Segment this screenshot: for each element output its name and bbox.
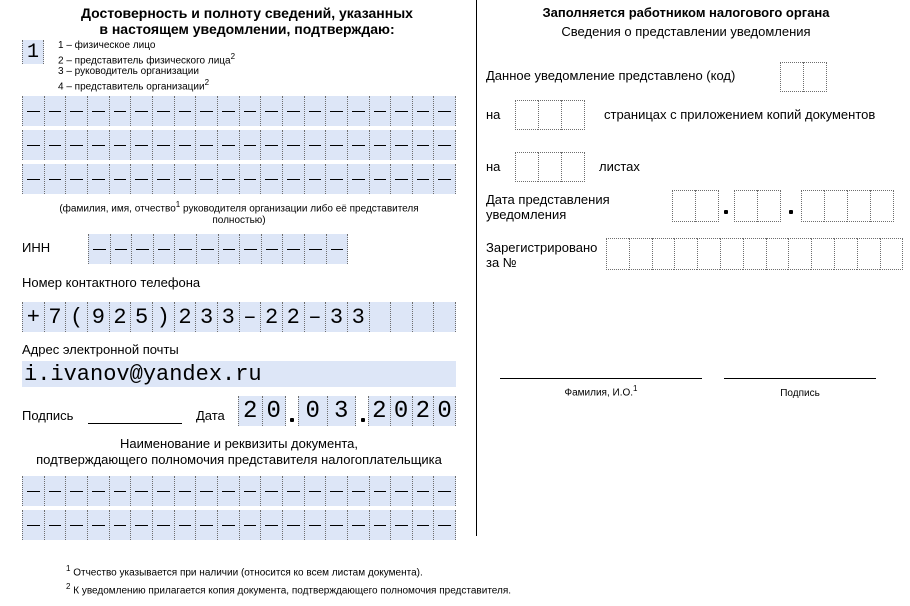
fio-cell <box>304 96 326 126</box>
phone-cell <box>412 302 434 332</box>
signature-line[interactable] <box>88 423 182 424</box>
fio-cell <box>109 164 131 194</box>
inn-cell <box>131 234 153 264</box>
fio-row-1[interactable] <box>22 96 456 126</box>
phone-cell: 3 <box>325 302 347 332</box>
signer-option-4: 4 – представитель организации$^2$ <box>58 78 210 93</box>
fio-cell <box>217 130 239 160</box>
fio-cell <box>109 96 131 126</box>
fio-cell <box>22 164 44 194</box>
signer-options <box>58 40 288 93</box>
pages-suffix: страницах с приложением копий документов <box>604 107 876 122</box>
fio-cell <box>412 96 434 126</box>
footnote-1: $^1$ Отчество указывается при наличии (относится ко всем листам документа). <box>66 564 423 579</box>
submission-month-box[interactable] <box>734 190 781 220</box>
phone-cell: 2 <box>109 302 131 332</box>
doc-cell <box>217 510 239 540</box>
fio-cell <box>87 164 109 194</box>
doc-cell <box>282 476 304 506</box>
doc-cell <box>369 476 391 506</box>
fio-cell <box>87 96 109 126</box>
inn-cell <box>196 234 218 264</box>
doc-row-2[interactable] <box>22 510 456 540</box>
registration-cell <box>743 238 766 270</box>
phone-cell <box>369 302 391 332</box>
doc-cell <box>239 476 261 506</box>
phone-cell: 7 <box>44 302 66 332</box>
inn-field[interactable] <box>88 234 348 264</box>
fio-cell <box>44 96 66 126</box>
email-field[interactable] <box>22 361 456 387</box>
doc-cell <box>239 510 261 540</box>
doc-heading-line2: подтверждающего полномочия представителя налогоплательщика <box>36 452 442 467</box>
doc-cell <box>195 476 217 506</box>
phone-field[interactable] <box>22 302 456 332</box>
right-signature-line[interactable] <box>724 378 876 379</box>
doc-cell <box>174 476 196 506</box>
fio-caption: (фамилия, имя, отчество$^1$ руководителя организации либо её представителя полностью) <box>59 200 419 227</box>
inn-cell <box>88 234 110 264</box>
registration-cell <box>629 238 652 270</box>
doc-cell <box>412 476 434 506</box>
fio-row-2[interactable] <box>22 130 456 160</box>
phone-cell: 3 <box>347 302 369 332</box>
fio-cell <box>325 96 347 126</box>
phone-cell <box>390 302 412 332</box>
fio-cell <box>304 130 326 160</box>
fio-cell <box>174 164 196 194</box>
doc-cell <box>87 476 109 506</box>
pages-prefix: на <box>486 107 501 122</box>
registration-number-box[interactable] <box>606 238 903 268</box>
sheets-count-box[interactable] <box>515 152 585 180</box>
fio-cell <box>239 96 261 126</box>
fio-cell <box>109 130 131 160</box>
inn-cell <box>304 234 326 264</box>
phone-cell: – <box>304 302 326 332</box>
registration-cell <box>766 238 789 270</box>
fio-cell <box>390 96 412 126</box>
doc-cell <box>369 510 391 540</box>
doc-cell <box>390 476 412 506</box>
fio-cell <box>390 130 412 160</box>
date-year-cell: 0 <box>390 396 412 426</box>
date-month-cell: 0 <box>298 396 327 426</box>
phone-cell: 3 <box>195 302 217 332</box>
fio-cell <box>22 96 44 126</box>
fio-cell <box>260 130 282 160</box>
phone-cell: – <box>239 302 261 332</box>
doc-heading-line1: Наименование и реквизиты документа, <box>119 436 359 451</box>
inn-cell <box>261 234 283 264</box>
registration-cell <box>720 238 743 270</box>
doc-cell <box>390 510 412 540</box>
fio-row-3[interactable] <box>22 164 456 194</box>
doc-cell <box>347 510 369 540</box>
inn-label: ИНН <box>22 240 51 255</box>
phone-cell: 2 <box>174 302 196 332</box>
sheets-prefix: на <box>486 159 501 174</box>
signer-option-1: 1 – физическое лицо <box>58 40 156 51</box>
doc-cell <box>304 476 326 506</box>
signer-code-cell: 1 <box>22 40 44 64</box>
doc-cell <box>433 510 456 540</box>
doc-cell <box>87 510 109 540</box>
date-year-cell: 2 <box>368 396 390 426</box>
registration-cell <box>674 238 697 270</box>
phone-cell: 2 <box>282 302 304 332</box>
right-subheading: Сведения о представлении уведомления <box>561 24 811 39</box>
submitted-code-box[interactable] <box>780 62 827 90</box>
doc-cell <box>412 510 434 540</box>
doc-cell <box>109 510 131 540</box>
registration-cell <box>697 238 720 270</box>
sheets-suffix: листах <box>599 159 640 174</box>
fio-cell <box>347 130 369 160</box>
email-value: i.ivanov@yandex.ru <box>24 361 262 387</box>
signature-label: Подпись <box>22 408 74 423</box>
doc-cell <box>282 510 304 540</box>
fio-cell <box>152 96 174 126</box>
fio-cell <box>412 130 434 160</box>
fio-cell <box>195 164 217 194</box>
fio-cell <box>174 130 196 160</box>
fio-signature-line[interactable] <box>500 378 702 379</box>
phone-cell: 3 <box>217 302 239 332</box>
fio-cell <box>87 130 109 160</box>
fio-cell <box>325 130 347 160</box>
doc-cell <box>130 510 152 540</box>
registration-cell <box>606 238 629 270</box>
date-label: Дата <box>196 408 225 423</box>
signer-option-3: 3 – руководитель организации <box>58 66 199 78</box>
doc-cell <box>109 476 131 506</box>
signer-option-2: 2 – представитель физического лица$^2$ <box>58 52 236 67</box>
fio-cell <box>282 130 304 160</box>
fio-cell <box>65 130 87 160</box>
submission-date-separator-2 <box>789 210 793 214</box>
fio-cell <box>433 164 456 194</box>
doc-cell <box>304 510 326 540</box>
phone-cell: 9 <box>87 302 109 332</box>
fio-cell <box>130 96 152 126</box>
doc-cell <box>433 476 456 506</box>
fio-cell <box>217 96 239 126</box>
date-separator-2 <box>361 418 365 422</box>
registration-cell <box>811 238 834 270</box>
fio-cell <box>260 164 282 194</box>
registration-cell <box>857 238 880 270</box>
fio-cell <box>239 164 261 194</box>
doc-cell <box>22 510 44 540</box>
phone-cell: ) <box>152 302 174 332</box>
doc-cell <box>44 510 66 540</box>
date-year-cell: 0 <box>433 396 456 426</box>
inn-cell <box>326 234 349 264</box>
submitted-label: Данное уведомление представлено (код) <box>486 68 736 83</box>
fio-cell <box>347 164 369 194</box>
registration-cell <box>880 238 904 270</box>
fio-cell <box>412 164 434 194</box>
pages-count-box[interactable] <box>515 100 585 128</box>
doc-cell <box>347 476 369 506</box>
fio-cell <box>369 96 391 126</box>
doc-cell <box>325 476 347 506</box>
fio-cell <box>152 164 174 194</box>
fio-cell <box>304 164 326 194</box>
fio-cell <box>369 130 391 160</box>
inn-cell <box>218 234 240 264</box>
registered-label: Зарегистрировано за № <box>486 240 598 270</box>
left-heading-line2: в настоящем уведомлении, подтверждаю: <box>99 21 395 37</box>
left-heading-line1: Достоверность и полноту сведений, указанных <box>81 5 413 21</box>
submission-date-label: Дата представления уведомления <box>486 192 610 222</box>
right-heading: Заполняется работником налогового органа <box>542 5 830 20</box>
signer-code-field[interactable] <box>22 40 44 64</box>
doc-cell <box>65 510 87 540</box>
fio-cell <box>239 130 261 160</box>
right-fio-caption: Фамилия, И.О.$^1$ <box>564 384 638 399</box>
date-separator-1 <box>290 418 294 422</box>
doc-cell <box>44 476 66 506</box>
doc-cell <box>260 510 282 540</box>
registration-cell <box>834 238 857 270</box>
date-day-cell: 2 <box>238 396 262 426</box>
doc-cell <box>152 476 174 506</box>
fio-cell <box>282 96 304 126</box>
phone-cell: ( <box>65 302 87 332</box>
registration-cell <box>652 238 675 270</box>
doc-cell <box>325 510 347 540</box>
doc-cell <box>260 476 282 506</box>
doc-cell <box>217 476 239 506</box>
phone-cell: 2 <box>260 302 282 332</box>
doc-cell <box>130 476 152 506</box>
fio-cell <box>44 130 66 160</box>
date-day-field[interactable] <box>238 396 286 426</box>
phone-label: Номер контактного телефона <box>22 275 201 290</box>
phone-cell <box>433 302 456 332</box>
phone-cell: 5 <box>130 302 152 332</box>
fio-cell <box>217 164 239 194</box>
inn-cell <box>282 234 304 264</box>
fio-cell <box>282 164 304 194</box>
fio-cell <box>44 164 66 194</box>
column-divider <box>476 0 477 536</box>
doc-row-1[interactable] <box>22 476 456 506</box>
right-signature-caption: Подпись <box>780 388 820 399</box>
fio-cell <box>260 96 282 126</box>
date-year-cell: 2 <box>412 396 434 426</box>
date-month-cell: 3 <box>327 396 357 426</box>
date-day-cell: 0 <box>262 396 287 426</box>
submission-day-box[interactable] <box>672 190 719 220</box>
fio-cell <box>347 96 369 126</box>
submission-date-separator-1 <box>724 210 728 214</box>
doc-cell <box>22 476 44 506</box>
fio-cell <box>195 130 217 160</box>
fio-cell <box>152 130 174 160</box>
fio-cell <box>174 96 196 126</box>
doc-cell <box>152 510 174 540</box>
email-label: Адрес электронной почты <box>22 342 179 357</box>
inn-cell <box>239 234 261 264</box>
fio-cell <box>130 130 152 160</box>
footnote-2: $^2$ К уведомлению прилагается копия документа, подтверждающего полномочия представителя. <box>66 582 512 597</box>
fio-cell <box>390 164 412 194</box>
fio-cell <box>130 164 152 194</box>
doc-cell <box>65 476 87 506</box>
fio-cell <box>22 130 44 160</box>
submission-year-box[interactable] <box>801 190 894 220</box>
fio-cell <box>65 96 87 126</box>
fio-cell <box>65 164 87 194</box>
fio-cell <box>433 96 456 126</box>
fio-cell <box>433 130 456 160</box>
doc-cell <box>195 510 217 540</box>
date-year-field[interactable] <box>368 396 456 426</box>
inn-cell <box>110 234 132 264</box>
registration-cell <box>788 238 811 270</box>
inn-cell <box>174 234 196 264</box>
fio-cell <box>195 96 217 126</box>
inn-cell <box>153 234 175 264</box>
fio-cell <box>325 164 347 194</box>
fio-cell <box>369 164 391 194</box>
phone-cell: + <box>22 302 44 332</box>
doc-cell <box>174 510 196 540</box>
date-month-field[interactable] <box>298 396 356 426</box>
